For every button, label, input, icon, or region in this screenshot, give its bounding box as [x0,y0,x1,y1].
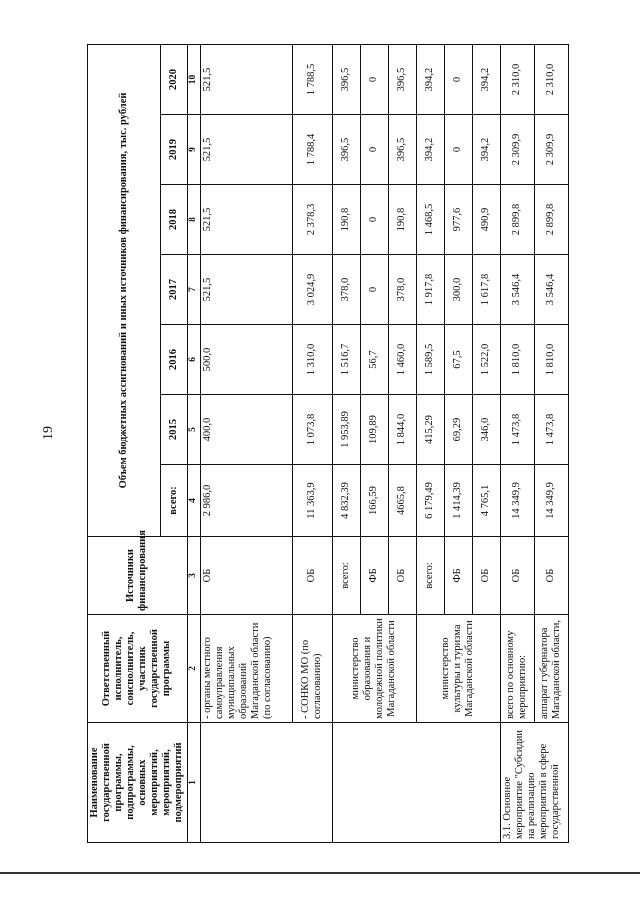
header-source: Источники финансирования [88,537,188,615]
row-value: 1 810,0 [500,325,534,395]
table-row [500,44,534,842]
row-value: 2 309,9 [500,115,534,185]
row-value: 1 810,0 [534,325,568,395]
row-executor: - органы местного самоуправления муниципальных образований Магаданской области (по согласованию) [200,615,292,723]
row-value: 396,5 [332,44,360,114]
header-year-total: всего: [161,465,187,537]
row-value: 0 [360,115,388,185]
row-value: 4 765,1 [472,465,500,537]
row-executor: всего по основному мероприятию: [500,615,534,723]
row-value: 300,0 [444,255,472,325]
row-source: ОБ [534,537,568,615]
row-value: 2 986,0 [200,465,292,537]
row-value: 1 617,8 [472,255,500,325]
row-value: 2 378,3 [292,185,332,255]
row-source: ОБ [200,537,292,615]
row-value: 1 468,5 [416,185,444,255]
row-value: 0 [444,44,472,114]
col-index: 7 [187,255,200,325]
row-executor: аппарат губернатора Магаданской области, [534,615,568,723]
row-value: 1 310,0 [292,325,332,395]
row-value: 400,0 [200,395,292,465]
col-index: 9 [187,115,200,185]
row-value: 415,29 [416,395,444,465]
row-value: 394,2 [416,44,444,114]
row-value: 394,2 [472,115,500,185]
header-year-2020: 2020 [161,44,187,114]
row-value: 1 460,0 [388,325,416,395]
header-executor: Ответственный исполнитель, соисполнитель, участник государственной программы [88,615,188,723]
row-source: ФБ [360,537,388,615]
row-value: 396,5 [388,44,416,114]
row-value: 378,0 [388,255,416,325]
row-value: 0 [360,44,388,114]
header-name: Наименование государственной программы, подпрограммы, основных мероприятий, мероприятий, подмероприятий [88,723,188,843]
col-index: 8 [187,185,200,255]
row-value: 3 024,9 [292,255,332,325]
row-value: 2 310,0 [534,44,568,114]
row-value: 56,7 [360,325,388,395]
page-number: 19 [41,426,56,440]
row-executor: министерство культуры и туризма Магаданской области [416,615,500,723]
col-index: 5 [187,395,200,465]
row-value: 1 788,4 [292,115,332,185]
row-value: 0 [444,115,472,185]
row-value: 1 516,7 [332,325,360,395]
row-value: 2 310,0 [500,44,534,114]
row-value: 109,89 [360,395,388,465]
row-value: 4665,8 [388,465,416,537]
row-source: ОБ [472,537,500,615]
row-value: 0 [360,185,388,255]
row-value: 2 899,8 [500,185,534,255]
row-value: 69,29 [444,395,472,465]
row-executor: министерство образования и молодежной политики Магаданской области [332,615,416,723]
row-value: 1 917,8 [416,255,444,325]
row-value: 14 349,9 [500,465,534,537]
row-source: ФБ [444,537,472,615]
header-year-2017: 2017 [161,255,187,325]
row-name: 3.1. Основное мероприятие "Субсидии на реализацию мероприятий в сфере государственной [500,723,568,843]
table-row [332,44,360,842]
col-index: 10 [187,44,200,114]
row-value: 396,5 [388,115,416,185]
row-value: 190,8 [332,185,360,255]
col-index: 3 [187,537,200,615]
row-value: 3 546,4 [534,255,568,325]
row-value: 0 [360,255,388,325]
header-year-2018: 2018 [161,185,187,255]
row-source: всего: [332,537,360,615]
row-value: 2 309,9 [534,115,568,185]
row-value: 11 363,9 [292,465,332,537]
row-value: 1 522,0 [472,325,500,395]
table-row [200,44,292,842]
row-value: 396,5 [332,115,360,185]
row-source: всего: [416,537,444,615]
row-value: 521,5 [200,115,292,185]
row-value: 500,0 [200,325,292,395]
row-value: 346,0 [472,395,500,465]
row-value: 521,5 [200,255,292,325]
header-year-2016: 2016 [161,325,187,395]
row-value: 14 349,9 [534,465,568,537]
row-source: ОБ [500,537,534,615]
header-year-2019: 2019 [161,115,187,185]
header-year-2015: 2015 [161,395,187,465]
row-source: ОБ [388,537,416,615]
row-value: 977,6 [444,185,472,255]
row-value: 1 414,39 [444,465,472,537]
row-name [332,723,500,843]
row-value: 1 844,0 [388,395,416,465]
row-name [200,723,332,843]
scan-edge-line [0,872,640,874]
col-index: 1 [187,723,200,843]
row-value: 1 788,5 [292,44,332,114]
row-value: 394,2 [416,115,444,185]
row-value: 67,5 [444,325,472,395]
row-value: 1 589,5 [416,325,444,395]
header-volume: Объем бюджетных ассигнований и иных источников финансирования, тыс. рублей [88,44,161,536]
col-index: 6 [187,325,200,395]
row-source: ОБ [292,537,332,615]
row-value: 2 899,8 [534,185,568,255]
row-value: 394,2 [472,44,500,114]
column-index-row [187,44,200,842]
row-value: 490,9 [472,185,500,255]
row-value: 3 546,4 [500,255,534,325]
row-value: 521,5 [200,185,292,255]
row-value: 378,0 [332,255,360,325]
budget-table-container [87,45,562,843]
col-index: 2 [187,615,200,723]
row-value: 190,8 [388,185,416,255]
row-value: 4 832,39 [332,465,360,537]
row-value: 166,59 [360,465,388,537]
budget-table [87,44,569,843]
row-value: 6 179,49 [416,465,444,537]
row-value: 521,5 [200,44,292,114]
row-value: 1 073,8 [292,395,332,465]
col-index: 4 [187,465,200,537]
row-value: 1 473,8 [500,395,534,465]
row-executor: - СОНКО МО (по согласованию) [292,615,332,723]
row-value: 1 953,89 [332,395,360,465]
row-value: 1 473,8 [534,395,568,465]
